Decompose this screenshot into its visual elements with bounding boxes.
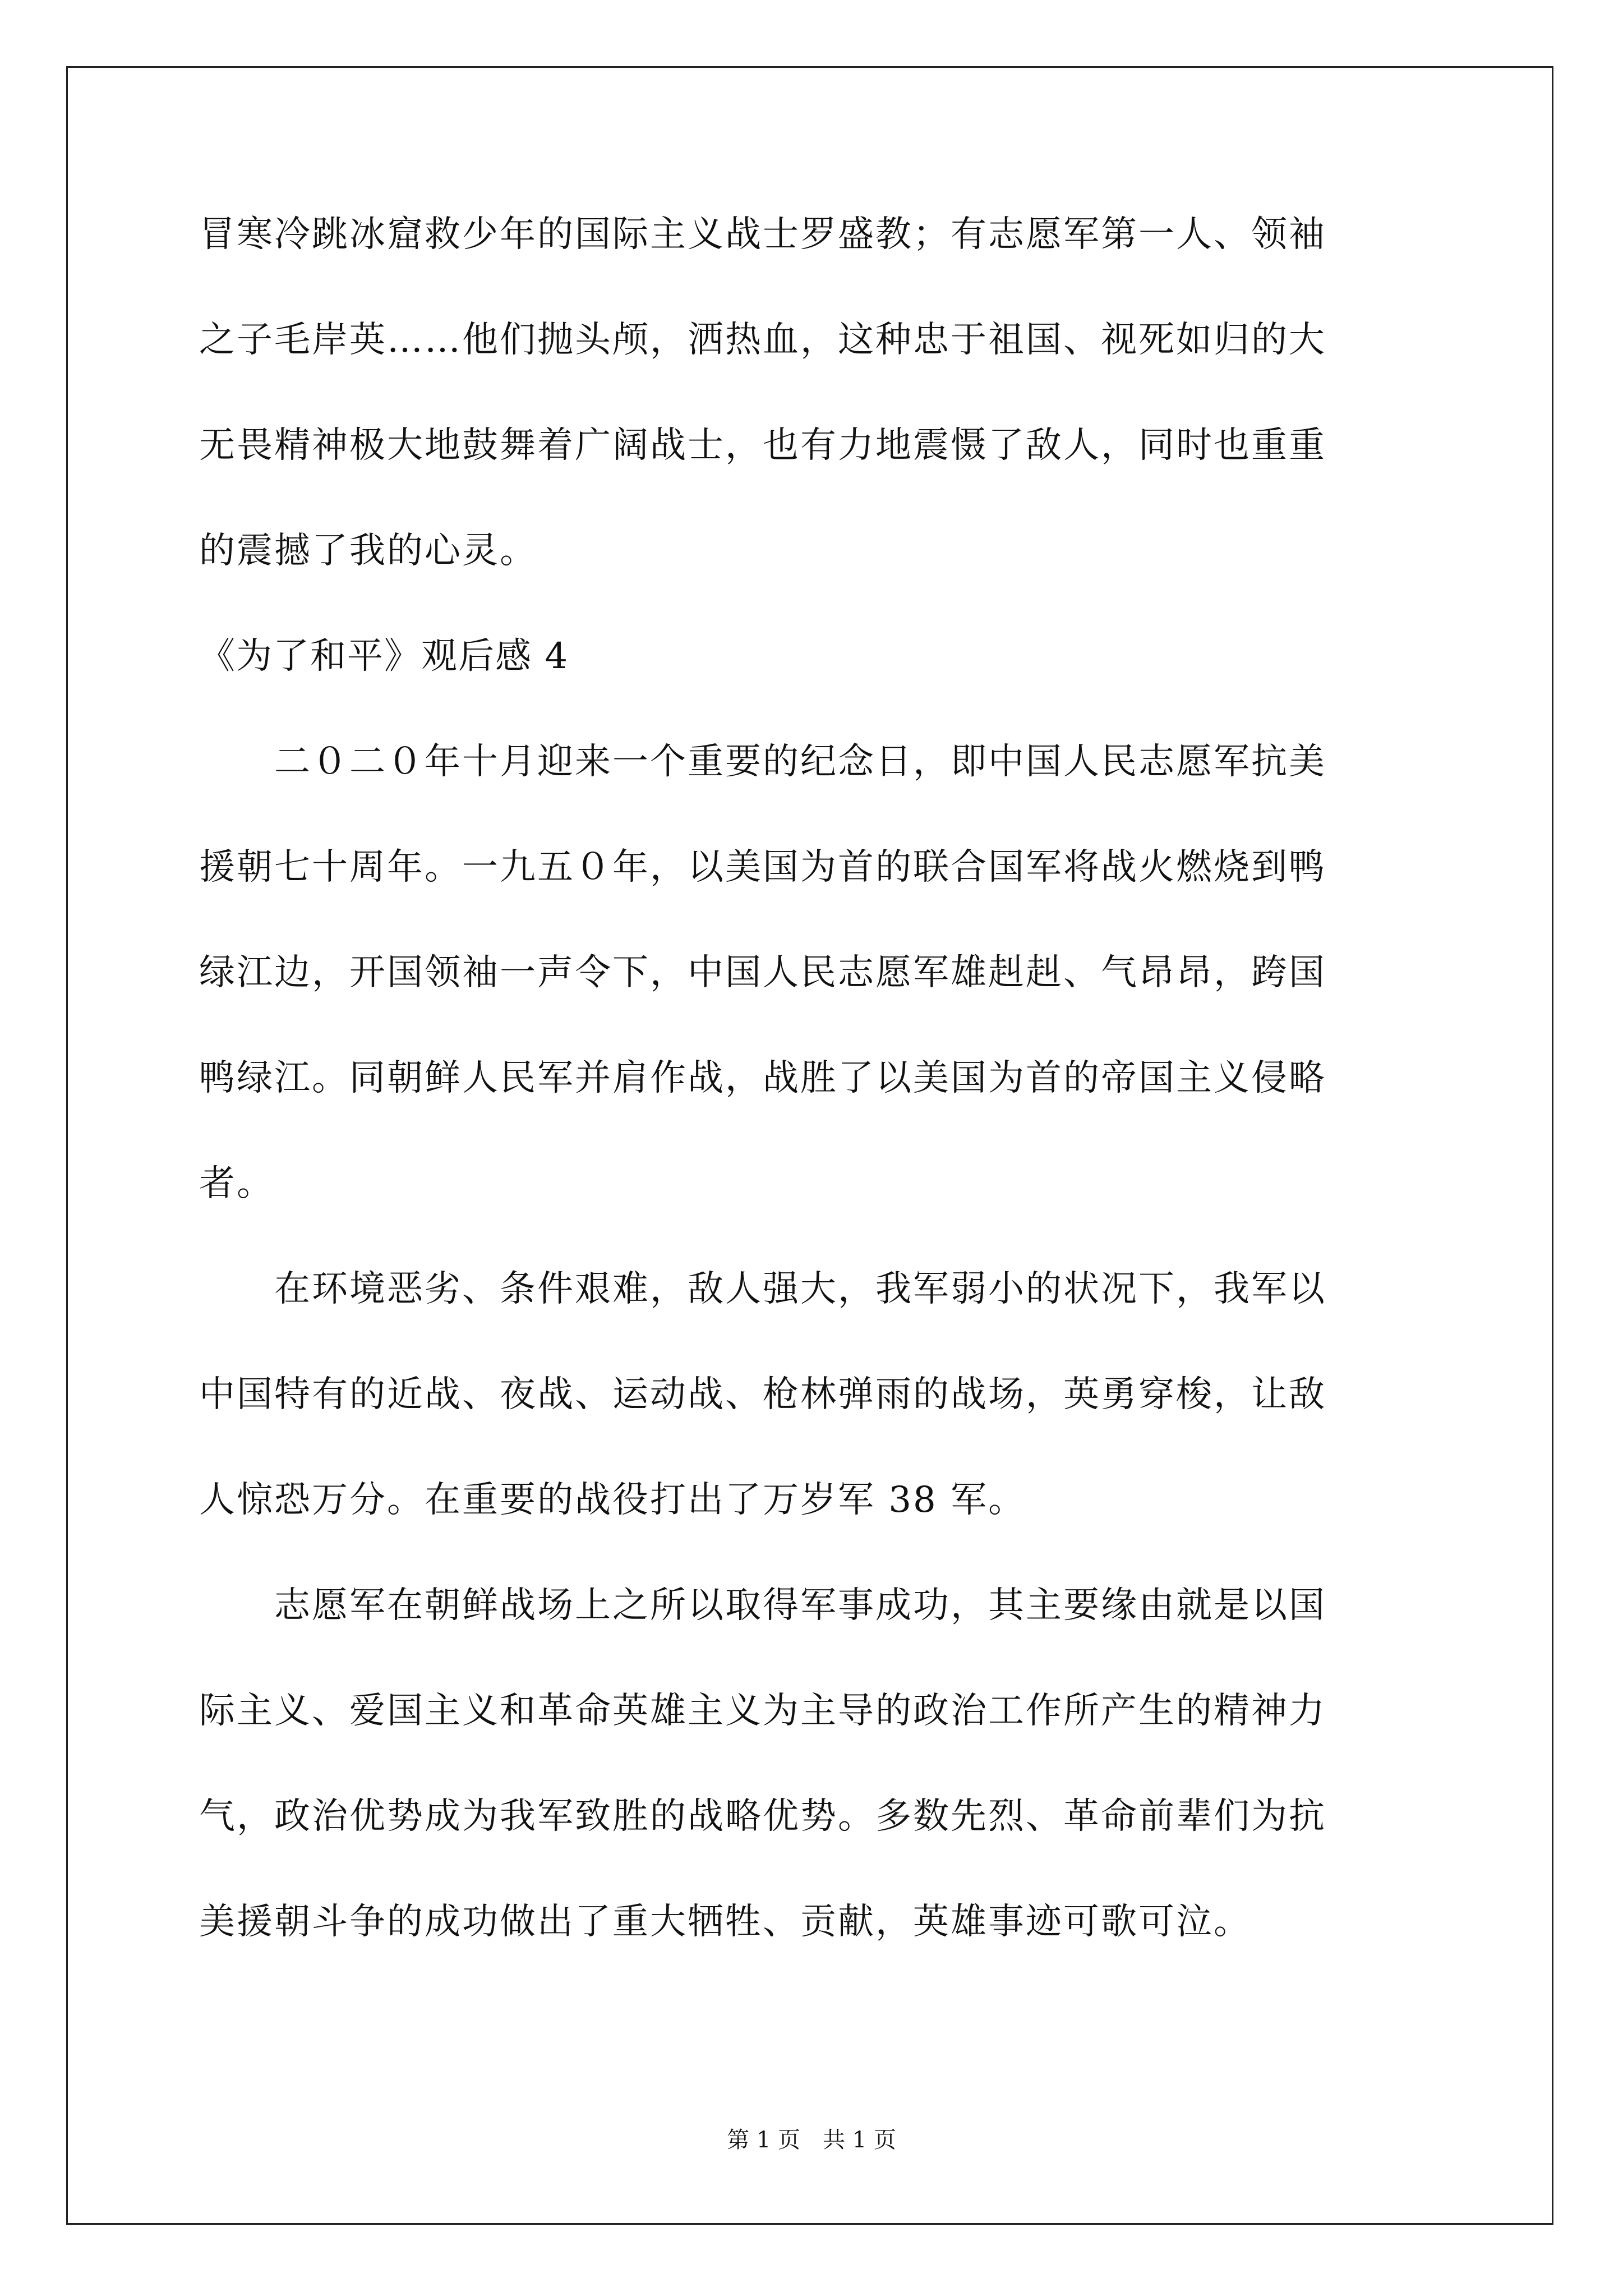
page-footer: [0, 2126, 1623, 2154]
paragraph-continuation: [199, 208, 1427, 578]
document-body: [199, 208, 1427, 2000]
text-line: 际主义、爱国主义和革命英雄主义为主导的政治工作所产生的精神力: [199, 1690, 1326, 1732]
text-line: 二０二０年十月迎来一个重要的纪念日，即中国人民志愿军抗美: [199, 741, 1326, 783]
paragraph: [199, 1262, 1427, 1527]
page-total: 共 1 页: [823, 2127, 896, 2153]
text-line: 之子毛岸英……他们抛头颅，洒热血，这种忠于祖国、视死如归的大: [199, 319, 1326, 361]
text-line: 援朝七十周年。一九五０年，以美国为首的联合国军将战火燃烧到鸭: [199, 846, 1326, 888]
text-line: 在环境恶劣、条件艰难，敌人强大，我军弱小的状况下，我军以: [199, 1268, 1326, 1310]
text-line: 中国特有的近战、夜战、运动战、枪林弹雨的战场，英勇穿梭，让敌: [199, 1374, 1326, 1415]
text-line: 气，政治优势成为我军致胜的战略优势。多数先烈、革命前辈们为抗: [199, 1796, 1326, 1837]
text-line: 者。: [199, 1163, 274, 1204]
text-line: 人惊恐万分。在重要的战役打出了万岁军 38 军。: [199, 1479, 1026, 1521]
page-number: 第 1 页: [727, 2127, 800, 2153]
section-heading: 《为了和平》观后感 4: [199, 636, 569, 677]
text-line: 无畏精神极大地鼓舞着广阔战士，也有力地震慑了敌人，同时也重重: [199, 425, 1326, 466]
text-line: 绿江边，开国领袖一声令下，中国人民志愿军雄赳赳、气昂昂，跨国: [199, 952, 1326, 993]
text-line: 美援朝斗争的成功做出了重大牺牲、贡献，英雄事迹可歌可泣。: [199, 1901, 1251, 1943]
text-line: 冒寒冷跳冰窟救少年的国际主义战士罗盛教；有志愿军第一人、领袖: [199, 214, 1326, 255]
text-line: 鸭绿江。同朝鲜人民军并肩作战，战胜了以美国为首的帝国主义侵略: [199, 1057, 1326, 1099]
text-line: 的震撼了我的心灵。: [199, 530, 537, 572]
paragraph: [199, 735, 1427, 1211]
paragraph: [199, 1579, 1427, 1949]
text-line: 志愿军在朝鲜战场上之所以取得军事成功，其主要缘由就是以国: [199, 1585, 1326, 1626]
